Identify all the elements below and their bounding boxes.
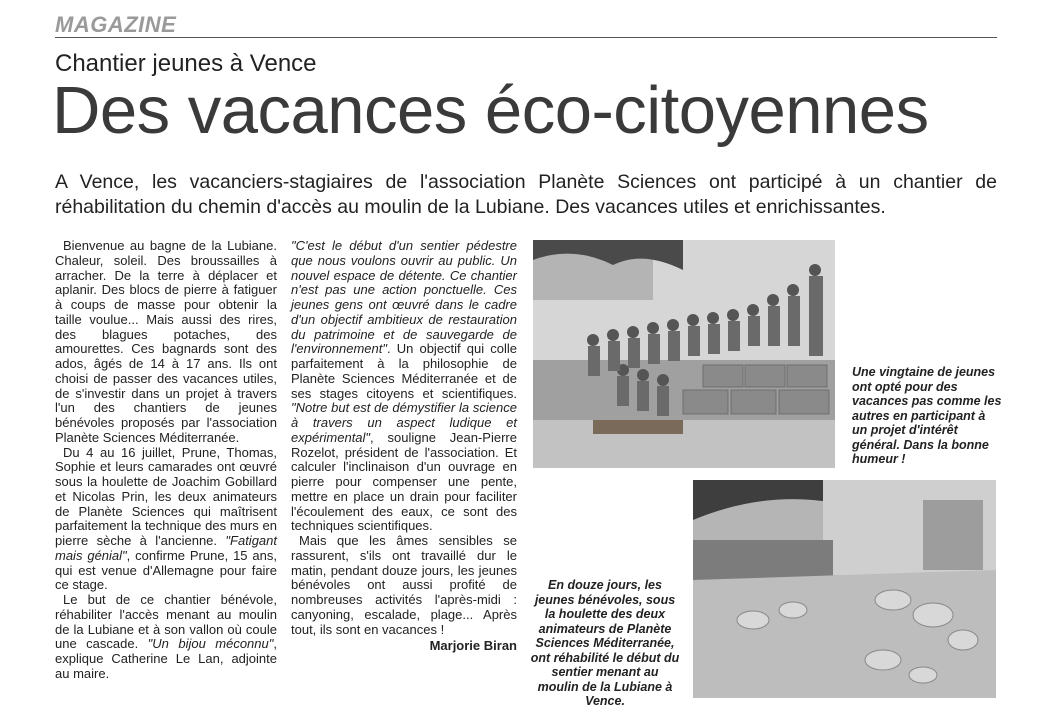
kicker: Chantier jeunes à Vence — [55, 50, 317, 77]
body-paragraph: Mais que les âmes sensibles se rassurent, s'ils ont travaillé dur le matin, pendant douze jours, les jeunes bénévoles ont aussi profité de nombreuses activités l'après-midi : canyoning, escalade, plage... Après tout, ils sont en vacances ! — [291, 533, 517, 637]
body-paragraph: Le but de ce chantier bénévole, réhabiliter l'accès menant au moulin de la Lubiane et à son vallon où coule une cascade. "Un bijou méconnu", explique Catherine Le Lan, adjointe au maire. — [55, 592, 277, 681]
headline: Des vacances éco-citoyennes — [52, 73, 929, 148]
body-paragraph: Bienvenue au bagne de la Lubiane. Chaleur, soleil. Des broussailles à arracher. De la terre à déplacer et aplanir. Des blocs de pierre à fatiguer à coups de masse pour obtenir la taille voulue... Mais aussi des rires, des blagues potaches, des amourettes. Ces bagnards sont des ados, âgés de 14 à 17 ans. Ils ont choisi de passer des vacances utiles, de s'investir dans un projet à travers l'un des chantiers de jeunes bénévoles proposés par l'association Planète Sciences Méditerranée. — [55, 238, 277, 445]
article-column-1 — [55, 239, 277, 682]
photo-restored-path — [693, 480, 996, 698]
photo-group-of-youths — [533, 240, 835, 468]
body-paragraph: "C'est le début d'un sentier pédestre que nous voulons ouvrir au public. Un nouvel espace de détente. Ce chantier n'est pas une action ponctuelle. Ces jeunes gens ont œuvré dans le cadre d'un objectif ambitieux de restauration du patrimoine et de sauvegarde de l'environnement". Un objectif qui colle parfaitement à la philosophie de Planète Sciences Méditerranée et de ses stages citoyens et scientifiques. "Notre but est de démystifier la science à travers un aspect ludique et expérimental", souligne Jean-Pierre Rozelot, président de l'association. Et calculer l'inclinaison d'un ouvrage en pierre pour compenser une pente, mettre en place un drain pour faciliter l'écoulement des eaux, ce sont des techniques scientifiques. — [291, 238, 517, 534]
photo-caption-2: En douze jours, les jeunes bénévoles, sous la houlette des deux animateurs de Planète Sciences Méditerranée, ont réhabilité le début du sentier menant au moulin de la Lubiane à Vence. — [530, 578, 680, 708]
section-label: MAGAZINE — [55, 12, 177, 37]
body-paragraph: Du 4 au 16 juillet, Prune, Thomas, Sophie et leurs camarades ont œuvré sous la houlette de Joachim Gobillard et Nicolas Prin, les deux animateurs de Planète Sciences qui maîtrisent parfaitement la technique des murs en pierre sèche à l'ancienne. "Fatigant mais génial", confirme Prune, 15 ans, qui est venue d'Allemagne pour faire ce stage. — [55, 444, 277, 593]
author-byline: Marjorie Biran — [429, 638, 517, 654]
photo-caption-1: Une vingtaine de jeunes ont opté pour des vacances pas comme les autres en participant à un projet d'intérêt général. Dans la bonne humeur ! — [852, 365, 1002, 466]
article-column-2 — [291, 239, 517, 654]
lead-paragraph: A Vence, les vacanciers-stagiaires de l'association Planète Sciences ont participé à un chantier de réhabilitation du chemin d'accès au moulin de la Lubiane. Des vacances utiles et enrichissantes. — [55, 171, 997, 218]
header-rule — [55, 37, 997, 38]
